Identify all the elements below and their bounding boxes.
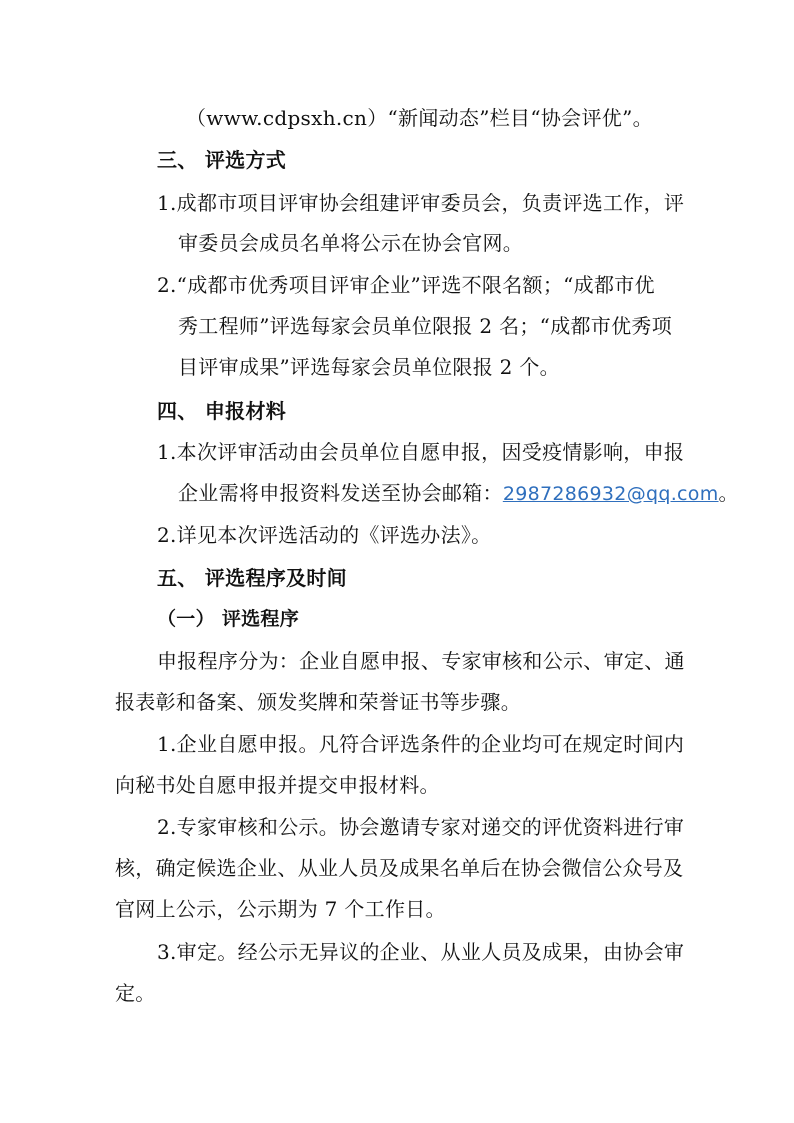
paragraph-line: 1.本次评审活动由会员单位自愿申报，因受疫情影响，申报 <box>157 440 685 464</box>
section-heading-procedure-and-time: 五、 评选程序及时间 <box>157 566 347 590</box>
paragraph-line: 核，确定候选企业、从业人员及成果名单后在协会微信公众号及 <box>115 856 684 880</box>
section-heading-application-materials: 四、 申报材料 <box>157 399 287 423</box>
paragraph-line: 向秘书处自愿申报并提交申报材料。 <box>115 773 440 797</box>
paragraph-line: 2.专家审核和公示。协会邀请专家对递交的评优资料进行审 <box>157 815 685 839</box>
paragraph-line: 审委员会成员名单将公示在协会官网。 <box>178 231 524 255</box>
paragraph-line: 定。 <box>115 981 156 1005</box>
email-line-suffix: 。 <box>718 481 739 505</box>
section-heading-evaluation-method: 三、 评选方式 <box>157 148 287 172</box>
website-reference-line: （www.cdpsxh.cn）“新闻动态”栏目“协会评优”。 <box>186 106 653 130</box>
paragraph-line: 2.“成都市优秀项目评审企业”评选不限名额；“成都市优 <box>157 273 655 297</box>
paragraph-line: 3.审定。经公示无异议的企业、从业人员及成果，由协会审 <box>157 940 685 964</box>
paragraph-line: 申报程序分为：企业自愿申报、专家审核和公示、审定、通 <box>157 649 685 673</box>
paragraph-line: 1.企业自愿申报。凡符合评选条件的企业均可在规定时间内 <box>157 732 685 756</box>
paragraph-line: 秀工程师”评选每家会员单位限报 2 名；“成都市优秀项 <box>178 314 672 338</box>
paragraph-line: 目评审成果”评选每家会员单位限报 2 个。 <box>178 355 560 379</box>
email-link[interactable]: 2987286932@qq.com <box>502 483 719 505</box>
email-line-prefix: 企业需将申报资料发送至协会邮箱： <box>178 481 503 505</box>
email-line <box>178 479 739 508</box>
paragraph-line: 官网上公示，公示期为 7 个工作日。 <box>115 897 446 921</box>
subsection-heading-procedure: （一） 评选程序 <box>157 608 300 630</box>
paragraph-line: 1.成都市项目评审协会组建评审委员会，负责评选工作，评 <box>157 191 685 215</box>
paragraph-line: 报表彰和备案、颁发奖牌和荣誉证书等步骤。 <box>115 690 521 714</box>
paragraph-line: 2.详见本次评选活动的《评选办法》。 <box>157 523 492 547</box>
